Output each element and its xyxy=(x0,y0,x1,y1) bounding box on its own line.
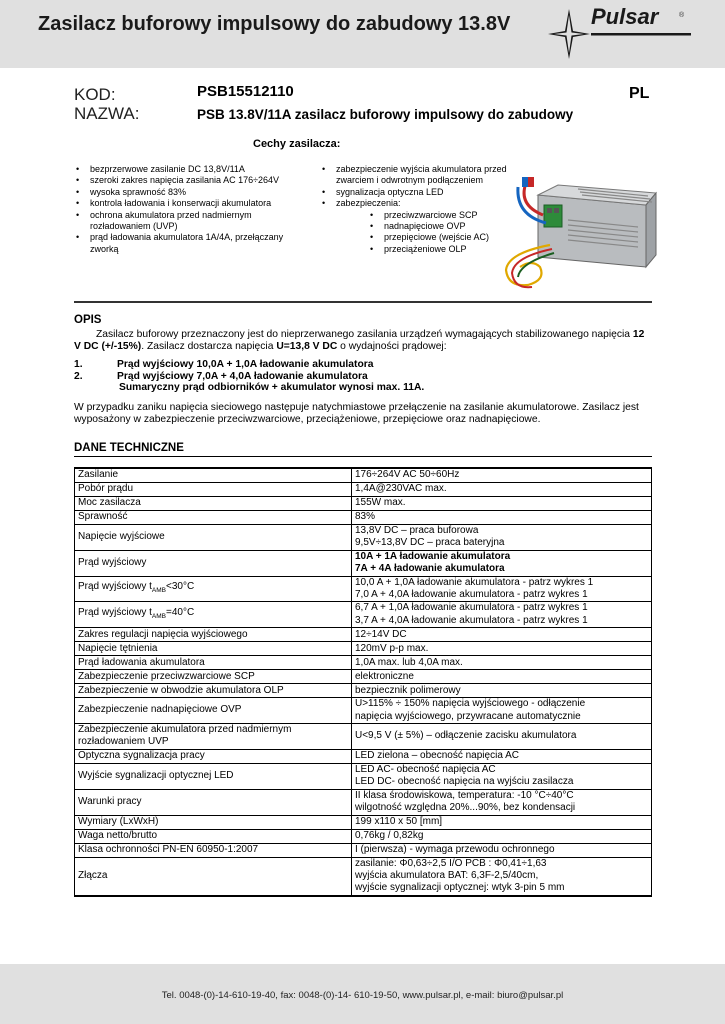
spec-key: Zabezpieczenie nadnapięciowe OVP xyxy=(75,698,352,724)
list-number: 1. xyxy=(74,359,83,370)
table-row xyxy=(75,602,652,628)
spec-value-line: 1,4A@230VAC max. xyxy=(355,483,447,495)
spec-value xyxy=(352,698,652,724)
product-photo xyxy=(498,175,658,295)
spec-key-text: Prąd wyjściowy t xyxy=(78,606,152,618)
spec-value-line: 10A + 1A ładowanie akumulatora xyxy=(355,550,511,562)
spec-key-text: Prąd wyjściowy t xyxy=(78,580,152,592)
spec-value-line: 7A + 4A ładowanie akumulatora xyxy=(355,563,505,575)
spec-value-line: 83% xyxy=(355,511,376,523)
spec-key: Złącza xyxy=(75,857,352,896)
spec-key-subscript: AMB xyxy=(151,586,166,594)
spec-value-line: 120mV p-p max. xyxy=(355,642,429,654)
feature-item: • prąd ładowania akumulatora 1A/4A, przełączany zworką xyxy=(74,232,304,255)
spec-key: Prąd ładowania akumulatora xyxy=(75,656,352,670)
table-row xyxy=(75,724,652,750)
opis-text-bold: U=13,8 V DC xyxy=(276,340,338,352)
features-list-left xyxy=(74,164,304,255)
language-code: PL xyxy=(629,85,650,102)
spec-key: Klasa ochronności PN-EN 60950-1:2007 xyxy=(75,843,352,857)
spec-value-line: LED zielona – obecność napięcia AC xyxy=(355,750,519,762)
feature-item-label: zabezpieczenia: xyxy=(336,198,401,209)
spec-key: Zabezpieczenie akumulatora przed nadmiernym rozładowaniem UVP xyxy=(75,724,352,750)
table-row xyxy=(75,815,652,829)
table-row xyxy=(75,857,652,896)
opis-text: . Zasilacz dostarcza napięcia xyxy=(141,340,277,352)
feature-item: • ochrona akumulatora przed nadmiernym rozładowaniem (UVP) xyxy=(74,210,304,233)
spec-key xyxy=(75,602,352,628)
spec-value-line: 199 x110 x 50 [mm] xyxy=(355,815,443,827)
spec-key: Zakres regulacji napięcia wyjściowego xyxy=(75,628,352,642)
table-row xyxy=(75,576,652,602)
spec-key: Pobór prądu xyxy=(75,483,352,497)
dane-underline xyxy=(74,456,652,457)
table-row xyxy=(75,642,652,656)
opis-heading: OPIS xyxy=(74,314,102,326)
opis-paragraph-2: W przypadku zaniku napięcia sieciowego następuje natychmiastowe przełączenie na zasilanie akumulatorowe. Zasilacz jest wyposażony w zabezpieczenie przeciwzwarciowe, przeciążeniowe, przepięciowe oraz nadnapięciowe. xyxy=(74,402,639,425)
spec-value-line: 6,7 A + 1,0A ładowanie akumulatora - patrz wykres 1 xyxy=(355,602,588,614)
spec-value-line: U>115% ÷ 150% napięcia wyjściowego - odłączenie xyxy=(355,698,586,710)
spec-value xyxy=(352,843,652,857)
table-row xyxy=(75,550,652,576)
spec-key: Napięcie wyjściowe xyxy=(75,525,352,551)
spec-value-line: 10,0 A + 1,0A ładowanie akumulatora - patrz wykres 1 xyxy=(355,576,594,588)
spec-key: Zabezpieczenie przeciwzwarciowe SCP xyxy=(75,670,352,684)
spec-value-line: 12÷14V DC xyxy=(355,628,407,640)
spec-value xyxy=(352,550,652,576)
table-row xyxy=(75,628,652,642)
table-row xyxy=(75,684,652,698)
spec-value-line: 3,7 A + 4,0A ładowanie akumulatora - patrz wykres 1 xyxy=(355,614,588,626)
spec-value-line: 1,0A max. lub 4,0A max. xyxy=(355,656,463,668)
spec-value xyxy=(352,511,652,525)
table-row xyxy=(75,749,652,763)
footer-contact: Tel. 0048-(0)-14-610-19-40, fax: 0048-(0)-14- 610-19-50, www.pulsar.pl, e-mail: biuro@pulsar.pl xyxy=(161,990,564,1001)
sum-line: Sumaryczny prąd odbiorników + akumulator wynosi max. 11A. xyxy=(119,382,425,394)
protection-item: • przepięciowe (wejście AC) xyxy=(370,232,530,243)
feature-item: • kontrola ładowania i konserwacji akumulatora xyxy=(74,198,304,209)
spec-key: Zabezpieczenie w obwodzie akumulatora OLP xyxy=(75,684,352,698)
spec-value-line: elektroniczne xyxy=(355,670,414,682)
spec-key: Waga netto/brutto xyxy=(75,829,352,843)
list-text: Prąd wyjściowy 10,0A + 1,0A ładowanie akumulatora xyxy=(117,359,374,370)
spec-key-text: =40°C xyxy=(166,606,195,618)
spec-value-line: wyjścia akumulatora BAT: 6,3F-2,5/40cm, xyxy=(355,869,539,881)
list-number: 2. xyxy=(74,370,83,382)
spec-value-line: wilgotność względna 20%...90%, bez kondensacji xyxy=(355,802,576,814)
spec-value-line: II klasa środowiskowa, temperatura: -10 °C÷40°C xyxy=(355,789,574,801)
table-row xyxy=(75,789,652,815)
spec-value xyxy=(352,525,652,551)
list-text: Prąd wyjściowy 7,0A + 4,0A ładowanie akumulatora xyxy=(117,370,368,382)
spec-key: Warunki pracy xyxy=(75,789,352,815)
protection-item: • przeciwzwarciowe SCP xyxy=(370,210,530,221)
table-row xyxy=(75,497,652,511)
protection-item: • nadnapięciowe OVP xyxy=(370,221,530,232)
spec-value-line: zasilanie: Φ0,63÷2,5 I/O PCB : Φ0,41÷1,63 xyxy=(355,857,547,869)
spec-value xyxy=(352,815,652,829)
spec-value xyxy=(352,724,652,750)
opis-text-bold: 12 V DC (+/-15%) xyxy=(74,329,645,352)
spec-value xyxy=(352,763,652,789)
logo-registered-mark: ® xyxy=(679,12,685,19)
spec-value xyxy=(352,684,652,698)
spec-key: Wyjście sygnalizacji optycznej LED xyxy=(75,763,352,789)
spec-key: Wymiary (LxWxH) xyxy=(75,815,352,829)
table-row xyxy=(75,511,652,525)
table-row xyxy=(75,763,652,789)
spec-value-line: U<9,5 V (± 5%) – odłączenie zacisku akumulatora xyxy=(355,730,577,742)
spec-value xyxy=(352,829,652,843)
feature-item: • bezprzerwowe zasilanie DC 13,8V/11A xyxy=(74,164,304,175)
spec-value-line: 0,76kg / 0,82kg xyxy=(355,829,424,841)
spec-value xyxy=(352,857,652,896)
spec-key-subscript: AMB xyxy=(151,612,166,620)
spec-key: Moc zasilacza xyxy=(75,497,352,511)
spec-value xyxy=(352,468,652,483)
spec-value xyxy=(352,497,652,511)
table-row xyxy=(75,656,652,670)
spec-value-line: napięcia wyjściowego, przywracane automatycznie xyxy=(355,710,581,722)
table-row xyxy=(75,468,652,483)
specs-table xyxy=(74,467,652,897)
spec-key: Optyczna sygnalizacja pracy xyxy=(75,749,352,763)
protection-item: • przeciążeniowe OLP xyxy=(370,244,530,255)
spec-key: Prąd wyjściowy xyxy=(75,550,352,576)
spec-key: Napięcie tętnienia xyxy=(75,642,352,656)
document-title: Zasilacz buforowy impulsowy do zabudowy 13.8V xyxy=(38,13,511,35)
spec-value-line: LED AC- obecność napięcia AC xyxy=(355,763,496,775)
table-row xyxy=(75,525,652,551)
dane-heading: DANE TECHNICZNE xyxy=(74,442,184,454)
spec-value xyxy=(352,789,652,815)
spec-value-line: 176÷264V AC 50÷60Hz xyxy=(355,469,460,481)
spec-value xyxy=(352,749,652,763)
feature-item: • szeroki zakres napięcia zasilania AC 176÷264V xyxy=(74,175,304,186)
spec-value xyxy=(352,656,652,670)
spec-value xyxy=(352,628,652,642)
section-divider xyxy=(74,301,652,303)
opis-text: Zasilacz buforowy przeznaczony jest do nieprzerwanego zasilania urządzeń wymagających stabilizowanego napięcia xyxy=(96,329,633,340)
table-row xyxy=(75,843,652,857)
spec-value-line: 155W max. xyxy=(355,497,406,509)
feature-item: • zabezpieczenie wyjścia akumulatora przed zwarciem i odwrotnym podłączeniem xyxy=(320,164,530,187)
spec-value-line: 7,0 A + 4,0A ładowanie akumulatora - patrz wykres 1 xyxy=(355,589,588,601)
spec-key-text: <30°C xyxy=(166,580,195,592)
spec-key xyxy=(75,576,352,602)
spec-value xyxy=(352,576,652,602)
spec-value xyxy=(352,602,652,628)
kod-value: PSB15512110 xyxy=(197,83,294,100)
spec-value xyxy=(352,670,652,684)
spec-key: Zasilanie xyxy=(75,468,352,483)
kod-label: KOD: xyxy=(74,85,116,104)
nazwa-label: NAZWA: xyxy=(74,104,140,123)
opis-text: o wydajności prądowej: xyxy=(337,340,447,352)
feature-item: • wysoka sprawność 83% xyxy=(74,187,304,198)
opis-paragraph-1 xyxy=(74,329,654,353)
logo-text: Pulsar xyxy=(591,4,659,29)
feature-item: • sygnalizacja optyczna LED xyxy=(320,187,530,198)
table-row xyxy=(75,829,652,843)
spec-key: Sprawność xyxy=(75,511,352,525)
spec-value-line: LED DC- obecność napięcia na wyjściu zasilacza xyxy=(355,776,574,788)
spec-value-line: wyjście sygnalizacji optycznej: wtyk 3-pin 5 mm xyxy=(355,882,565,894)
table-row xyxy=(75,698,652,724)
spec-value-line: bezpiecznik polimerowy xyxy=(355,684,461,696)
table-row xyxy=(75,483,652,497)
spec-value xyxy=(352,483,652,497)
table-row xyxy=(75,670,652,684)
spec-value-line: 9,5V÷13,8V DC – praca bateryjna xyxy=(355,537,505,549)
features-heading: Cechy zasilacza: xyxy=(253,138,341,150)
spec-value-line: 13,8V DC – praca buforowa xyxy=(355,525,479,536)
nazwa-value: PSB 13.8V/11A zasilacz buforowy impulsowy do zabudowy xyxy=(197,107,574,122)
spec-value xyxy=(352,642,652,656)
spec-value-line: I (pierwsza) - wymaga przewodu ochronnego xyxy=(355,843,555,855)
